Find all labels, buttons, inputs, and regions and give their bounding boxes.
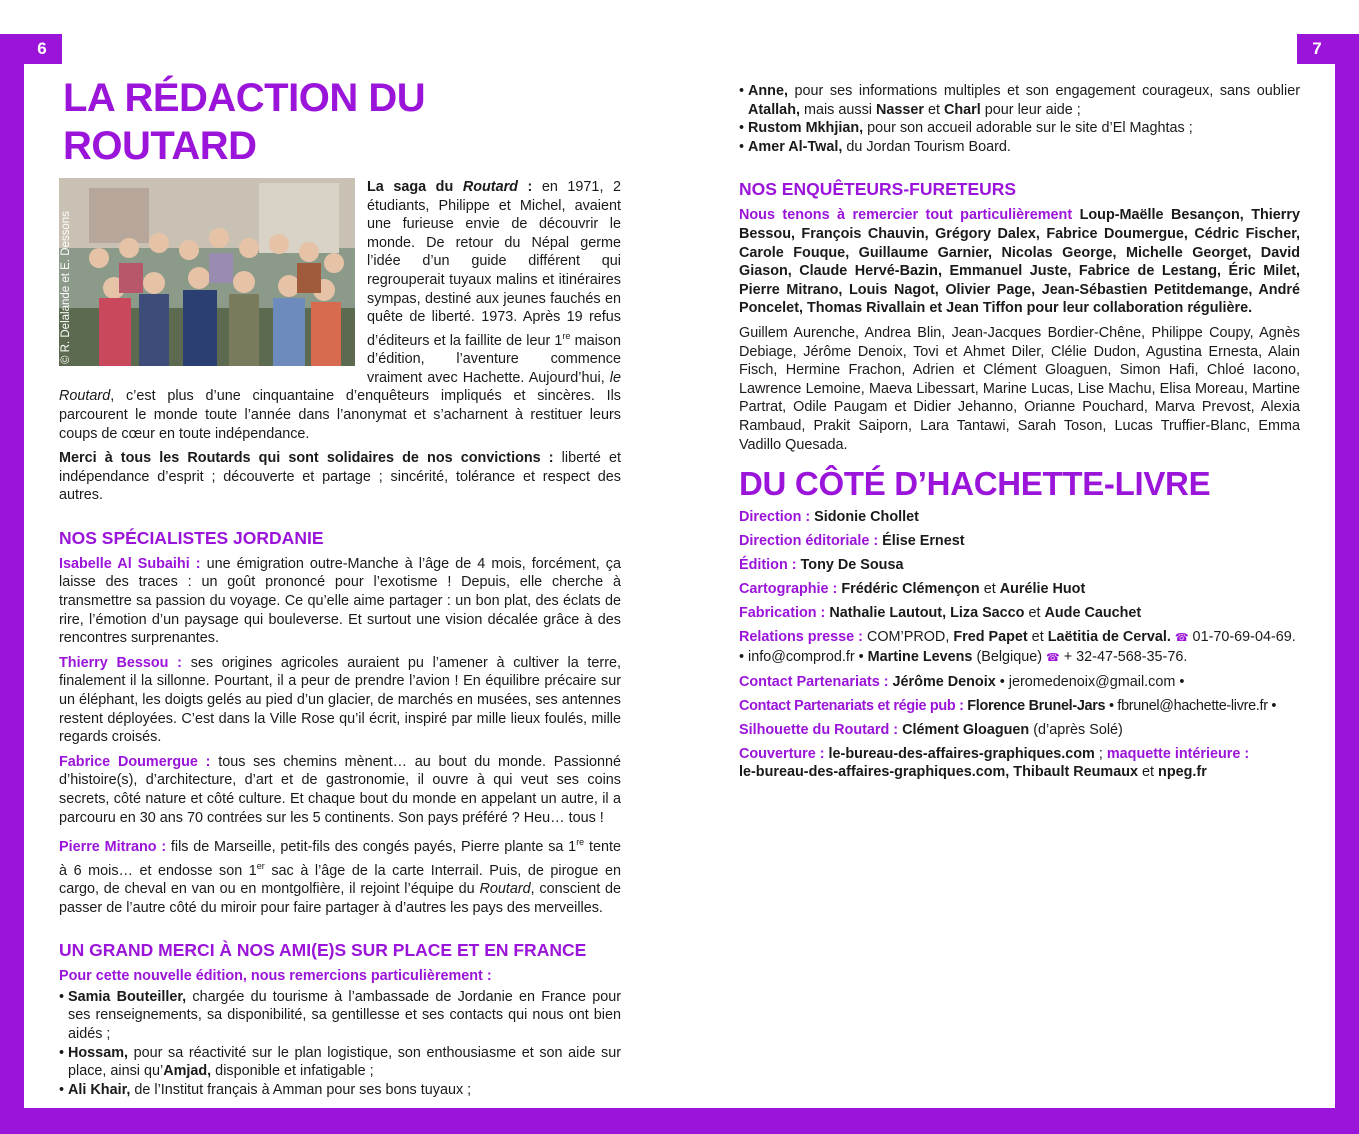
thanks-item: • Ali Khair, de l’Institut français à Amman pour ses bons tuyaux ; [59, 1081, 472, 1098]
thanks-item: • Samia Bouteiller, chargée du tourisme à l’ambassade de Jordanie en France pour ses renseignements, sa disponibilité, sa gentillesse et ses contacts qui nous ont bien aidés ; [59, 988, 622, 1042]
page-number-left: 6 [22, 34, 62, 64]
thanks-item: • Hossam, pour sa réactivité sur le plan logistique, son enthousiasme et son aide sur place, ainsi qu’Amjad, disponible et infatigable ; [59, 1044, 621, 1080]
left-column [59, 74, 621, 1099]
staff-relations-presse: Relations presse : COM’PROD, Fred Papet et Laëtitia de Cerval. ☎ 01-70-69-04-69. • info@comprod.fr • Martine Levens (Belgique) ☎ + 32-47-568-35-76. [739, 629, 1296, 665]
specialist-item: Pierre Mitrano : fils de Marseille, petit-fils des congés payés, Pierre plante sa 1re tente à 6 mois… et endosse son 1er sac à l’âge de la carte Interrail. Puis, de pirogue en cargo, de cheval en van ou en montgolfière, il rejoint l’équipe du Routard, conscient de passer de l’autre côté du miroir pour faire partager à d’autres les pays des merveilles. [59, 837, 621, 916]
thanks-intro: Pour cette nouvelle édition, nous remercions particulièrement : [59, 968, 492, 985]
photo-credit: © R. Delalande et E. Dessons [60, 211, 72, 364]
thanks-list-continued [739, 82, 1300, 156]
enqueteurs-regular: Nous tenons à remercier tout particulièrement Loup-Maëlle Besançon, Thierry Bessou, François Chauvin, Grégory Dalex, Fabrice Doumergue, Cédric Fischer, Carole Fouque, Guillaume Garnier, Nicolas George, Michelle Georget, David Giason, Claude Hervé-Bazin, Emmanuel Juste, Fabrice de Lestang, Éric Milet, Pierre Mitrano, Louis Nagot, Olivier Page, Jean-Sébastien Petitdemange, André Poncelet, Thomas Rivallain et Jean Tiffon pour leur collaboration régulière. [739, 207, 1300, 317]
thanks-item: • Rustom Mkhjian, pour son accueil adorable sur le site d’El Maghtas ; [739, 120, 1193, 137]
left-page-edge-bar [0, 34, 24, 1134]
staff-edition: Édition : Tony De Sousa [739, 557, 904, 574]
staff-contact-partenariats: Contact Partenariats : Jérôme Denoix • jeromedenoix@gmail.com • [739, 673, 1185, 690]
specialists-title: NOS SPÉCIALISTES JORDANIE [59, 527, 324, 548]
team-photo-image [59, 178, 355, 366]
hachette-staff [739, 508, 1300, 782]
enqueteurs-title: NOS ENQUÊTEURS-FURETEURS [739, 179, 1017, 200]
page-top-margin [0, 0, 1359, 34]
staff-direction-editoriale: Direction éditoriale : Élise Ernest [739, 533, 965, 550]
thanks-item: • Anne, pour ses informations multiples et son engagement courageux, sans oublier Atallah, mais aussi Nasser et Charl pour leur aide ; [739, 83, 1300, 118]
phone-icon: ☎ [1174, 632, 1189, 645]
enqueteurs-list: Guillem Aurenche, Andrea Blin, Jean-Jacques Bordier-Chêne, Philippe Coupy, Agnès Debiage, Jérôme Denoix, Tovi et Ahmet Diler, Clélie Dudon, Agustina Ernesta, Alain Fisch, Hermine Frachon, Adrien et Clément Gloaguen, Simon Hafi, Chloé Iacono, Lawrence Lemoine, Maeva Libessart, Marine Lucas, Lise Machu, Elisa Moreau, Martine Partrat, Odile Paugam et Didier Jehanno, Orianne Pouchard, Marva Prevost, Alexia Rambaud, Prakit Saiporn, Lara Tantawi, Sarah Toson, Lucas Truffier-Blanc, Emma Vadillo Quesada. [739, 324, 1300, 453]
staff-direction: Direction : Sidonie Chollet [739, 509, 919, 526]
merci-paragraph: Merci à tous les Routards qui sont solidaires de nos convictions : liberté et indépendance d’esprit ; découverte et partage ; sincérité, tolérance et respect des autres. [59, 450, 621, 504]
staff-silhouette: Silhouette du Routard : Clément Gloaguen (d’après Solé) [739, 721, 1123, 738]
specialist-item: Fabrice Doumergue : tous ses chemins mènent… au bout du monde. Passionné d’histoire(s), d’architecture, d’art et de gastronomie, il ouvre à qui veut ses coins secrets, côté nature et côté culture. Et chaque bout du monde en appelant un autre, il a parcouru en 30 ans 70 contrées sur les 5 continents. Son pays préféré ? Heu… tous ! [59, 753, 622, 826]
right-column [739, 82, 1300, 787]
specialist-item: Isabelle Al Subaihi : une émigration outre-Manche à l’âge de 4 mois, forcément, ça laisse des traces : un goût prononcé pour l’exotisme ! Depuis, elle cherche à transmettre sa passion du voyage. Ce qu’elle aime partager : un bon plat, des éclats de rire, l’émotion d’un paysage qui bouleverse. Et surtout une vision décalée grâce à des rencontres surprenantes. [59, 555, 621, 647]
page-title: LA RÉDACTION DU ROUTARD [63, 76, 426, 168]
thanks-item: • Amer Al-Twal, du Jordan Tourism Board. [739, 138, 1011, 155]
hachette-title: DU CÔTÉ D’HACHETTE-LIVRE [739, 465, 1211, 503]
thanks-title: UN GRAND MERCI À NOS AMI(E)S SUR PLACE ET EN FRANCE [59, 940, 587, 961]
staff-regie-pub: Contact Partenariats et régie pub : Florence Brunel-Jars • fbrunel@hachette-livre.fr • [739, 697, 1277, 714]
team-photo [59, 178, 355, 366]
page-number-right: 7 [1297, 34, 1337, 64]
staff-fabrication: Fabrication : Nathalie Lautout, Liza Sacco et Aude Cauchet [739, 605, 1142, 622]
intro-paragraph: La saga du Routard : en 1971, 2 étudiants, Philippe et Michel, avaient une furieuse envie de découvrir le monde. De retour du Népal germe l’idée d’un guide différent qui regrouperait tuyaux malins et itinéraires sympas, destiné aux jeunes fauchés en quête de liberté. 1973. Après 19 refus d’éditeurs et la faillite de leur 1re maison d’édition, l’aventure commence vraiment avec Hachette. Aujourd’hui, le Routard, c’est plus d’une cinquantaine d’enquêteurs impliqués et sincères. Ils parcourent le monde toute l’année dans l’anonymat et s’acharnent à restituer leurs coups de cœur en toute indépendance. [59, 179, 621, 442]
staff-couverture: Couverture : le-bureau-des-affaires-graphiques.com ; maquette intérieure : le-bureau-des-affaires-graphiques.com, Thibault Reumaux et npeg.fr [739, 745, 1250, 781]
staff-cartographie: Cartographie : Frédéric Clémençon et Aurélie Huot [739, 581, 1086, 598]
phone-icon: ☎ [1046, 651, 1060, 664]
right-page-edge-bar [1335, 34, 1359, 1134]
specialist-item: Thierry Bessou : ses origines agricoles auraient pu l’amener à cultiver la terre, finalement il la sillonne. Pourtant, il a peur de prendre l’avion ! En équilibre précaire sur un éléphant, les doigts gelés au pied d’un glacier, de marchés en musées, ses antennes restent déployées. C’est dans la Ville Rose qu’il écrit, inspiré par mille lieux foulés, mille regards croisés. [59, 654, 622, 746]
bottom-edge-bar [0, 1108, 1359, 1134]
thanks-list [59, 988, 621, 1100]
